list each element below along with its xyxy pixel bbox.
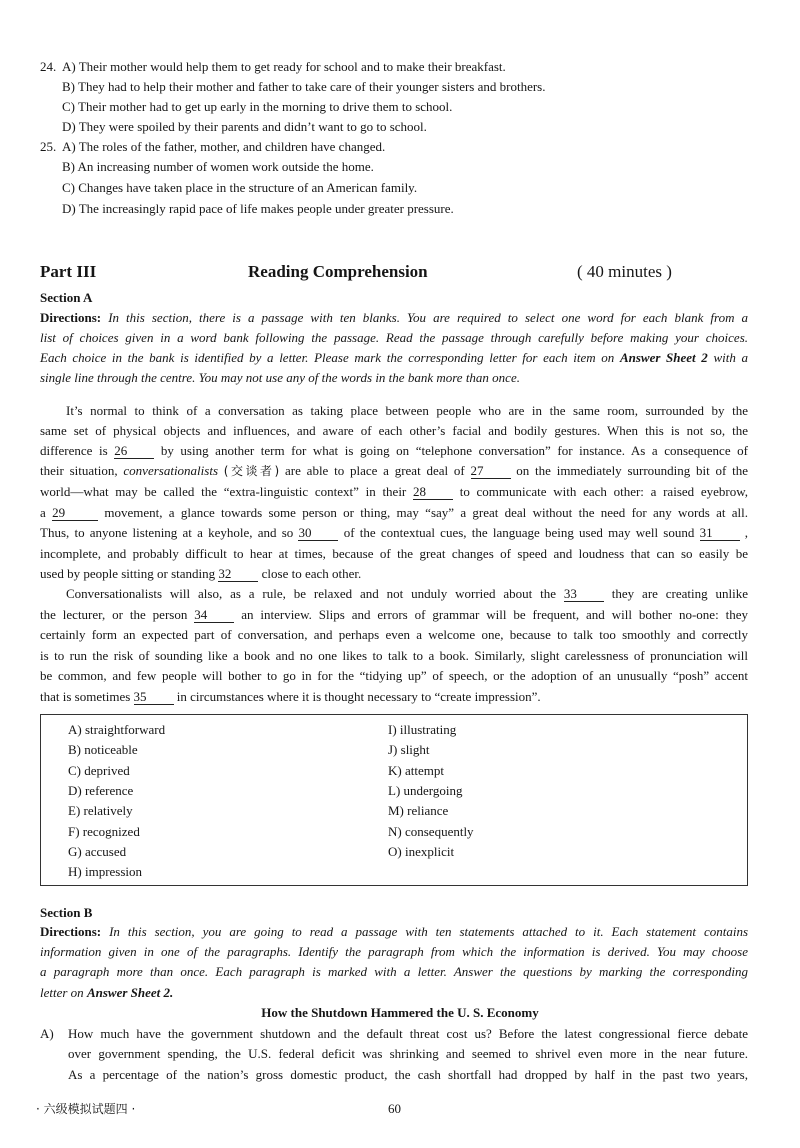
word-bank-option-b: B) noticeable <box>68 742 138 757</box>
q24-option-b: B) They had to help their mother and father to take care of their younger sisters and brothers. <box>62 79 546 94</box>
q25-option-a: A) The roles of the father, mother, and children have changed. <box>62 139 386 154</box>
q25-option-d: D) The increasingly rapid pace of life makes people under greater pressure. <box>62 201 454 216</box>
q24-number: 24. <box>40 59 57 74</box>
word-bank-option-g: G) accused <box>68 844 127 859</box>
word-bank-option-k: K) attempt <box>388 763 444 778</box>
blank-28[interactable]: 28 <box>413 485 453 500</box>
blank-31[interactable]: 31 <box>700 526 740 541</box>
section-a-directions-line-3: Each choice in the bank is identified by a letter. Please mark the corresponding letter for each item on Answer Sheet 2 with a <box>40 350 748 365</box>
paragraph-a-line-3: As a percentage of the nation’s gross domestic product, the cash shortfall had dropped by half in the past two years, <box>68 1067 748 1082</box>
footer-label: · 六级模拟试题四 · <box>36 1102 136 1116</box>
passage-line-1: It’s normal to think of a conversation as taking place between people who are in the same room, surrounded by the <box>66 403 748 418</box>
blank-32[interactable]: 32 <box>218 567 258 582</box>
word-bank-option-m: M) reliance <box>388 803 449 818</box>
passage-line-13: is to run the risk of sounding like a book and no one likes to talk to a book. Similarly, slight carelessness of pronunciation will <box>40 648 748 663</box>
word-bank <box>40 714 748 886</box>
section-b-directions-line-2: information given in one of the paragraphs. Identify the paragraph from which the information is derived. You may choose <box>40 944 748 959</box>
passage-line-12: certainly form an expected part of conversation, and perhaps even a welcome one, because to talk too smoothly and correctly <box>40 627 748 642</box>
passage-line-9: used by people sitting or standing 32 close to each other. <box>40 566 362 581</box>
word-bank-option-n: N) consequently <box>388 824 474 839</box>
passage-line-4: their situation, conversationalists (交谈者) are able to place a great deal of 27 on the immediately surrounding bit of the <box>40 463 749 478</box>
word-bank-option-d: D) reference <box>68 783 134 798</box>
passage-line-14: be common, and few people will bother to go in for the “tidying up” of speech, or the adoption of an unusually “posh” accent <box>40 668 748 683</box>
blank-26[interactable]: 26 <box>114 444 154 459</box>
q25-option-c: C) Changes have taken place in the structure of an American family. <box>62 180 418 195</box>
section-b-directions-line-4: letter on Answer Sheet 2. <box>40 985 174 1000</box>
q24-option-c: C) Their mother had to get up early in the morning to drive them to school. <box>62 99 453 114</box>
article-title: How the Shutdown Hammered the U. S. Economy <box>261 1005 539 1020</box>
passage-line-7: Thus, to anyone listening at a keyhole, and so 30 of the contextual cues, the language being used may well sound 31 , <box>40 525 749 540</box>
paragraph-a-line-1: How much have the government shutdown and the default threat cost us? Before the latest congressional fierce debate <box>68 1026 748 1041</box>
q24-option-a: A) Their mother would help them to get ready for school and to make their breakfast. <box>62 59 506 74</box>
paragraph-a-label: A) <box>40 1026 54 1041</box>
part-time: ( 40 minutes ) <box>577 262 672 281</box>
blank-29[interactable]: 29 <box>52 506 98 521</box>
passage-line-5: world—what may be called the “extra-linguistic context” in their 28 to communicate with each other: a raised eyebrow, <box>40 484 749 499</box>
word-bank-option-e: E) relatively <box>68 803 133 818</box>
section-b-heading: Section B <box>40 905 93 920</box>
blank-35[interactable]: 35 <box>134 690 174 705</box>
section-a-directions-line-1: Directions: In this section, there is a passage with ten blanks. You are required to select one word for each blank from a <box>40 310 748 325</box>
word-bank-option-a: A) straightforward <box>68 722 166 737</box>
word-bank-option-o: O) inexplicit <box>388 844 455 859</box>
passage-line-8: incomplete, and probably difficult to hear at times, because of the great changes of speed and loudness that can so easily be <box>40 546 748 561</box>
q24-option-d: D) They were spoiled by their parents and didn’t want to go to school. <box>62 119 427 134</box>
passage-line-3: difference is 26 by using another term for what is going on “telephone conversation” for instance. As a consequence of <box>40 443 749 458</box>
directions-label: Directions: <box>40 310 102 325</box>
word-bank-option-j: J) slight <box>388 742 430 757</box>
directions-label: Directions: <box>40 924 102 939</box>
word-bank-option-h: H) impression <box>68 864 143 879</box>
passage-line-10: Conversationalists will also, as a rule, be relaxed and not unduly worried about the 33 they are creating unlike <box>66 586 749 601</box>
blank-33[interactable]: 33 <box>564 587 604 602</box>
part-label: Part III <box>40 262 97 281</box>
page-number: 60 <box>388 1101 401 1116</box>
passage-line-6: a 29 movement, a glance towards some person or thing, may “say” a great deal without the need for any words at all. <box>40 505 749 520</box>
word-bank-option-c: C) deprived <box>68 763 130 778</box>
passage-line-11: the lecturer, or the person 34 an interview. Slips and errors of grammar will be frequent, and will bother no-one: they <box>40 607 748 622</box>
section-a-directions-line-4: single line through the centre. You may not use any of the words in the bank more than once. <box>40 370 520 385</box>
section-a-heading: Section A <box>40 290 93 305</box>
section-b-directions-line-1: Directions: In this section, you are going to read a passage with ten statements attached to it. Each statement contains <box>40 924 748 939</box>
section-a-directions-line-2: list of choices given in a word bank following the passage. Read the passage through carefully before making your choices. <box>40 330 748 345</box>
blank-30[interactable]: 30 <box>298 526 338 541</box>
blank-27[interactable]: 27 <box>471 464 511 479</box>
q25-option-b: B) An increasing number of women work outside the home. <box>62 159 374 174</box>
word-bank-option-l: L) undergoing <box>388 783 463 798</box>
blank-34[interactable]: 34 <box>194 608 234 623</box>
part-title: Reading Comprehension <box>248 262 428 281</box>
passage-line-15: that is sometimes 35 in circumstances where it is thought necessary to “create impression”. <box>40 689 541 704</box>
word-bank-option-i: I) illustrating <box>388 722 457 737</box>
word-bank-option-f: F) recognized <box>68 824 140 839</box>
passage-line-2: same set of physical objects and influences, and aware of each other’s facial and bodily gestures. When this is not so, the <box>40 423 748 438</box>
q25-number: 25. <box>40 139 57 154</box>
section-b-directions-line-3: a paragraph more than once. Each paragraph is marked with a letter. Answer the questions by marking the corresponding <box>40 964 748 979</box>
paragraph-a-line-2: over government spending, the U.S. federal deficit was shrinking and seemed to shrivel even more in the near future. <box>68 1046 748 1061</box>
